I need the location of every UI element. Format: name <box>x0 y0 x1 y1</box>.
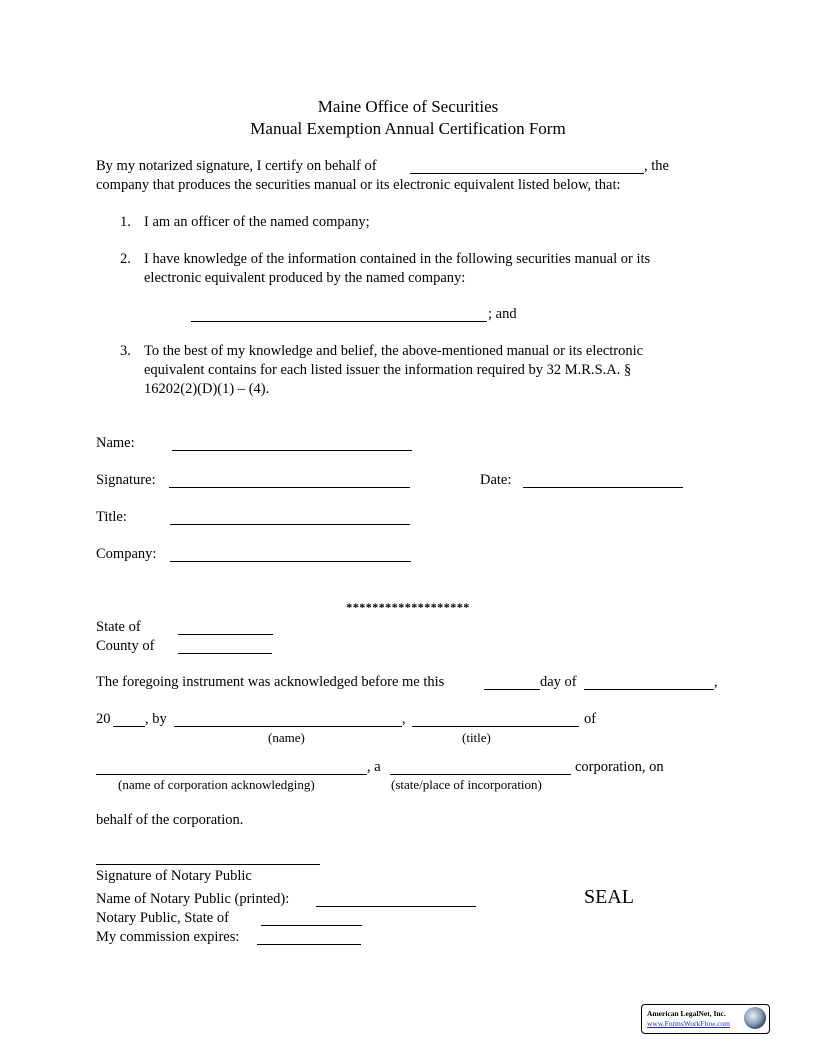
day-blank[interactable] <box>484 689 540 690</box>
item-text: I am an officer of the named company; <box>144 214 370 230</box>
item-number: 1. <box>120 214 131 230</box>
acknowledgment-text: The foregoing instrument was acknowledged before me this <box>96 674 445 690</box>
year-prefix: 20 <box>96 711 111 727</box>
county-blank[interactable] <box>178 653 272 654</box>
of-label: of <box>584 711 597 727</box>
company-blank[interactable] <box>170 561 411 562</box>
section-separator: ******************* <box>346 600 470 614</box>
commission-expires-blank[interactable] <box>257 944 361 945</box>
by-label: , by <box>145 711 167 727</box>
form-agency-title: Maine Office of Securities <box>317 97 499 116</box>
punctuation: , <box>402 711 406 727</box>
globe-icon <box>744 1007 766 1029</box>
behalf-text: behalf of the corporation. <box>96 812 244 828</box>
notary-printed-name-blank[interactable] <box>316 906 476 907</box>
notary-state-blank[interactable] <box>261 925 362 926</box>
title-caption: (title) <box>462 730 491 745</box>
intro-text-line2: company that produces the securities manual or its electronic equivalent listed below, that: <box>96 177 621 193</box>
item-number: 2. <box>120 251 131 267</box>
incorporation-caption: (state/place of incorporation) <box>391 777 542 792</box>
acknowledger-name-blank[interactable] <box>174 726 402 727</box>
logo-company-name: American LegalNet, Inc. <box>647 1009 726 1018</box>
name-blank[interactable] <box>172 450 412 451</box>
notary-signature-blank[interactable] <box>96 864 320 865</box>
corporation-on-label: corporation, on <box>575 759 664 775</box>
signature-blank[interactable] <box>169 487 410 488</box>
company-label: Company: <box>96 546 157 562</box>
county-of-label: County of <box>96 638 155 654</box>
year-blank[interactable] <box>113 726 145 727</box>
date-blank[interactable] <box>523 487 683 488</box>
title-blank[interactable] <box>170 524 410 525</box>
state-of-label: State of <box>96 619 141 635</box>
intro-text-start: By my notarized signature, I certify on behalf of <box>96 158 377 174</box>
company-name-blank[interactable] <box>410 173 644 174</box>
name-label: Name: <box>96 435 135 451</box>
item-text: 16202(2)(D)(1) – (4). <box>144 381 270 397</box>
logo-url-link[interactable]: www.FormsWorkFlow.com <box>647 1019 731 1028</box>
item-text: To the best of my knowledge and belief, the above-mentioned manual or its electronic <box>144 343 644 359</box>
form-title: Manual Exemption Annual Certification Form <box>250 119 566 138</box>
notary-printed-name-label: Name of Notary Public (printed): <box>96 891 290 907</box>
name-caption: (name) <box>268 730 305 745</box>
state-blank[interactable] <box>178 634 273 635</box>
acknowledger-title-blank[interactable] <box>412 726 579 727</box>
month-blank[interactable] <box>584 689 714 690</box>
item-text: I have knowledge of the information contained in the following securities manual or its <box>144 251 651 267</box>
title-label: Title: <box>96 509 127 525</box>
commission-expires-label: My commission expires: <box>96 929 240 945</box>
notary-state-label: Notary Public, State of <box>96 910 229 926</box>
punctuation: , <box>714 674 718 690</box>
date-label: Date: <box>480 472 512 488</box>
item-text: ; and <box>488 306 517 322</box>
item-text: electronic equivalent produced by the named company: <box>144 270 466 286</box>
corporation-caption: (name of corporation acknowledging) <box>118 777 315 792</box>
manual-name-blank[interactable] <box>191 321 487 322</box>
a-label: , a <box>367 759 381 775</box>
signature-label: Signature: <box>96 472 156 488</box>
american-legalnet-logo[interactable] <box>641 1004 770 1034</box>
seal-label: SEAL <box>584 886 634 908</box>
notary-signature-label: Signature of Notary Public <box>96 868 252 884</box>
intro-text-end: , the <box>644 158 669 174</box>
item-number: 3. <box>120 343 131 359</box>
day-of-label: day of <box>540 674 577 690</box>
item-text: equivalent contains for each listed issuer the information required by 32 M.R.S.A. § <box>144 362 632 378</box>
